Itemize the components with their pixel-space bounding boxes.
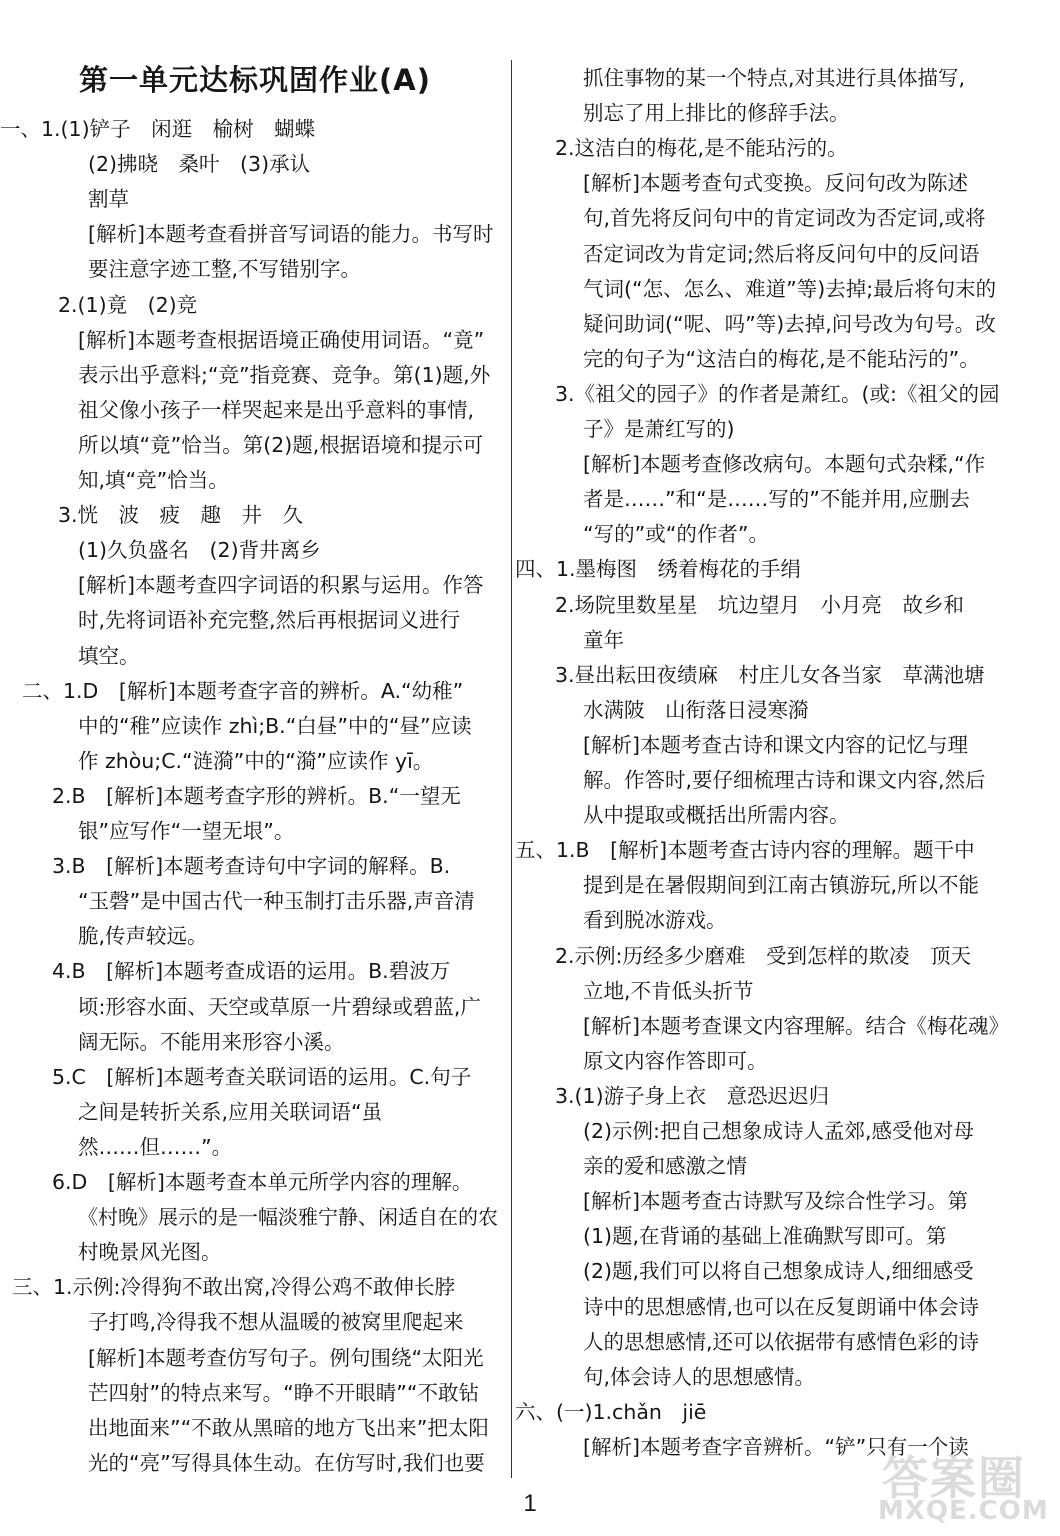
answer-line: 2.这洁白的梅花,是不能玷污的。	[555, 136, 848, 161]
answer-line: 一、1.(1)铲子 闲逛 榆树 蝴蝶	[0, 117, 316, 141]
answer-line: 表示出乎意料;“竞”指竞赛、竞争。第(1)题,外	[78, 362, 491, 387]
answer-line: 诗中的思想感情,也可以在反复朗诵中体会诗	[583, 1294, 980, 1319]
answer-line: 看到脱冰游戏。	[583, 908, 727, 933]
answer-line: 光的“亮”写得具体生动。在仿写时,我们也要	[88, 1450, 485, 1475]
answer-line: 四、1.墨梅图 绣着梅花的手绢	[515, 557, 802, 582]
answer-line: 割草	[88, 187, 129, 212]
answer-line: 知,填“竞”恰当。	[78, 468, 229, 492]
answer-line: [解析]本题考查仿写句子。例句围绕“太阳光	[88, 1345, 484, 1370]
answer-line: 童年	[583, 627, 624, 652]
page-title: 第一单元达标巩固作业(A)	[79, 63, 431, 97]
answer-line: 中的“稚”应读作 zhì;B.“白昼”中的“昼”应读	[78, 713, 472, 738]
column-divider	[511, 60, 512, 1478]
answer-line: 五、1.B [解析]本题考查古诗内容的理解。题干中	[515, 838, 975, 863]
answer-line: 银”应写作“一望无垠”。	[78, 819, 295, 843]
answer-line: 六、(一)1.chǎn jiē	[515, 1399, 707, 1424]
answer-line: [解析]本题考查句式变换。反问句改为陈述	[583, 171, 968, 196]
answer-line: 三、1.示例:冷得狗不敢出窝,冷得公鸡不敢伸长脖	[12, 1275, 455, 1300]
answer-line: 者是……”和“是……写的”不能并用,应删去	[583, 487, 970, 512]
answer-line: 3.昼出耘田夜绩麻 村庄儿女各当家 草满池塘	[555, 662, 985, 687]
answer-line: [解析]本题考查看拼音写词语的能力。书写时	[88, 222, 494, 247]
answer-line: 二、1.D [解析]本题考查字音的辨析。A.“幼稚”	[22, 678, 464, 703]
answer-line: 阔无际。不能用来形容小溪。	[78, 1029, 345, 1054]
answer-line: 6.D [解析]本题考查本单元所学内容的理解。	[52, 1170, 473, 1194]
answer-line: 之间是转折关系,应用关联词语“虽	[78, 1099, 383, 1124]
page-number: 1	[523, 1490, 537, 1517]
answer-line: 亲的爱和感激之情	[583, 1154, 747, 1179]
watermark-logo	[868, 1442, 1048, 1532]
answer-line: 解。作答时,要仔细梳理古诗和课文内容,然后	[583, 768, 986, 792]
answer-line: 疑问助词(“呢、吗”等)去掉,问号改为句号。改	[583, 311, 996, 336]
answer-line: 4.B [解析]本题考查成语的运用。B.碧波万	[52, 959, 451, 984]
answer-line: 2.B [解析]本题考查字形的辨析。B.“一望无	[52, 783, 461, 808]
answer-line: 祖父像小孩子一样哭起来是出乎意料的事情,	[78, 397, 475, 422]
answer-line: [解析]本题考查四字词语的积累与运用。作答	[78, 573, 484, 598]
answer-line: 别忘了用上排比的修辞手法。	[583, 101, 850, 126]
answer-line: 完的句子为“这洁白的梅花,是不能玷污的”。	[583, 346, 980, 371]
answer-line: 立地,不肯低头折节	[583, 978, 754, 1003]
watermark-cn: 答案圈	[882, 1451, 1026, 1505]
answer-line: 村晚景风光图。	[78, 1240, 222, 1265]
answer-line: 句,体会诗人的思想感情。	[583, 1364, 816, 1389]
answer-line: 3.(1)游子身上衣 意恐迟迟归	[555, 1083, 830, 1108]
answer-line: 顷:形容水面、天空或草原一片碧绿或碧蓝,广	[78, 994, 481, 1019]
answer-line: [解析]本题考查字音辨析。“铲”只有一个读	[583, 1434, 969, 1459]
answer-line: [解析]本题考查古诗和课文内容的记忆与理	[583, 732, 968, 757]
answer-line: 然……但……”。	[78, 1134, 233, 1159]
answer-line: 芒四射”的特点来写。“睁不开眼睛”“不敢钻	[88, 1380, 479, 1405]
answer-line: 子》是萧红写的)	[583, 417, 735, 441]
answer-line: [解析]本题考查课文内容理解。结合《梅花魂》	[583, 1013, 1009, 1038]
answer-line: 抓住事物的某一个特点,对其进行具体描写,	[583, 66, 966, 90]
answer-line: [解析]本题考查根据语境正确使用词语。“竟”	[78, 327, 485, 352]
watermark-en: MXQE.COM	[878, 1496, 1049, 1526]
answer-line: 要注意字迹工整,不写错别字。	[88, 257, 362, 282]
answer-line: (2)示例:把自己想象成诗人孟郊,感受他对母	[583, 1119, 974, 1143]
answer-line: 水满陂 山衔落日浸寒漪	[583, 697, 809, 722]
answer-line: 子打鸣,冷得我不想从温暖的被窝里爬起来	[88, 1310, 464, 1335]
answer-line: 脆,传声较远。	[78, 924, 208, 949]
answer-line: 否定词改为肯定词;然后将反问句中的反问语	[583, 241, 980, 266]
answer-line: (1)题,在背诵的基础上准确默写即可。第	[583, 1224, 947, 1249]
answer-line: 句,首先将反问句中的肯定词改为否定词,或将	[583, 206, 986, 231]
answer-line: 提到是在暑假期间到江南古镇游玩,所以不能	[583, 873, 980, 898]
answer-line: 《村晚》展示的是一幅淡雅宁静、闲适自在的农	[78, 1205, 498, 1230]
answer-line: 人的思想感情,还可以依据带有感情色彩的诗	[583, 1329, 980, 1354]
answer-line: 2.示例:历经多少磨难 受到怎样的欺凌 顶天	[555, 943, 971, 968]
answer-line: 时,先将词语补充完整,然后再根据词义进行	[78, 608, 461, 633]
answer-line: (1)久负盛名 (2)背井离乡	[78, 538, 321, 563]
answer-line: [解析]本题考查古诗默写及综合性学习。第	[583, 1189, 968, 1214]
answer-line: 填空。	[78, 643, 140, 668]
answer-line: 3.《祖父的园子》的作者是萧红。(或:《祖父的园	[555, 381, 1000, 406]
answer-line: 5.C [解析]本题考查关联词语的运用。C.句子	[52, 1064, 472, 1089]
answer-line: “玉磬”是中国古代一种玉制打击乐器,声音清	[78, 889, 475, 914]
answer-line: [解析]本题考查修改病句。本题句式杂糅,“作	[583, 452, 986, 477]
answer-line: (2)题,我们可以将自己想象成诗人,细细感受	[583, 1259, 974, 1284]
answer-line: 2.(1)竟 (2)竞	[58, 292, 198, 317]
answer-line: 原文内容作答即可。	[583, 1048, 768, 1073]
answer-line: 3.B [解析]本题考查诗句中字词的解释。B.	[52, 854, 451, 879]
answer-line: 3.恍 波 疲 趣 井 久	[58, 503, 304, 528]
answer-line: 作 zhòu;C.“涟漪”中的“漪”应读作 yī。	[78, 748, 434, 773]
answer-line: 2.场院里数星星 坑边望月 小月亮 故乡和	[555, 592, 965, 617]
answer-line: 从中提取或概括出所需内容。	[583, 803, 850, 828]
answer-line: (2)拂晓 桑叶 (3)承认	[88, 152, 311, 177]
answer-line: 出地面来”“不敢从黑暗的地方飞出来”把太阳	[88, 1415, 489, 1440]
answer-line: 气词(“怎、怎么、难道”等)去掉;最后将句末的	[583, 276, 997, 301]
answer-line: “写的”或“的作者”。	[583, 522, 769, 547]
answer-line: 所以填“竟”恰当。第(2)题,根据语境和提示可	[78, 432, 484, 457]
